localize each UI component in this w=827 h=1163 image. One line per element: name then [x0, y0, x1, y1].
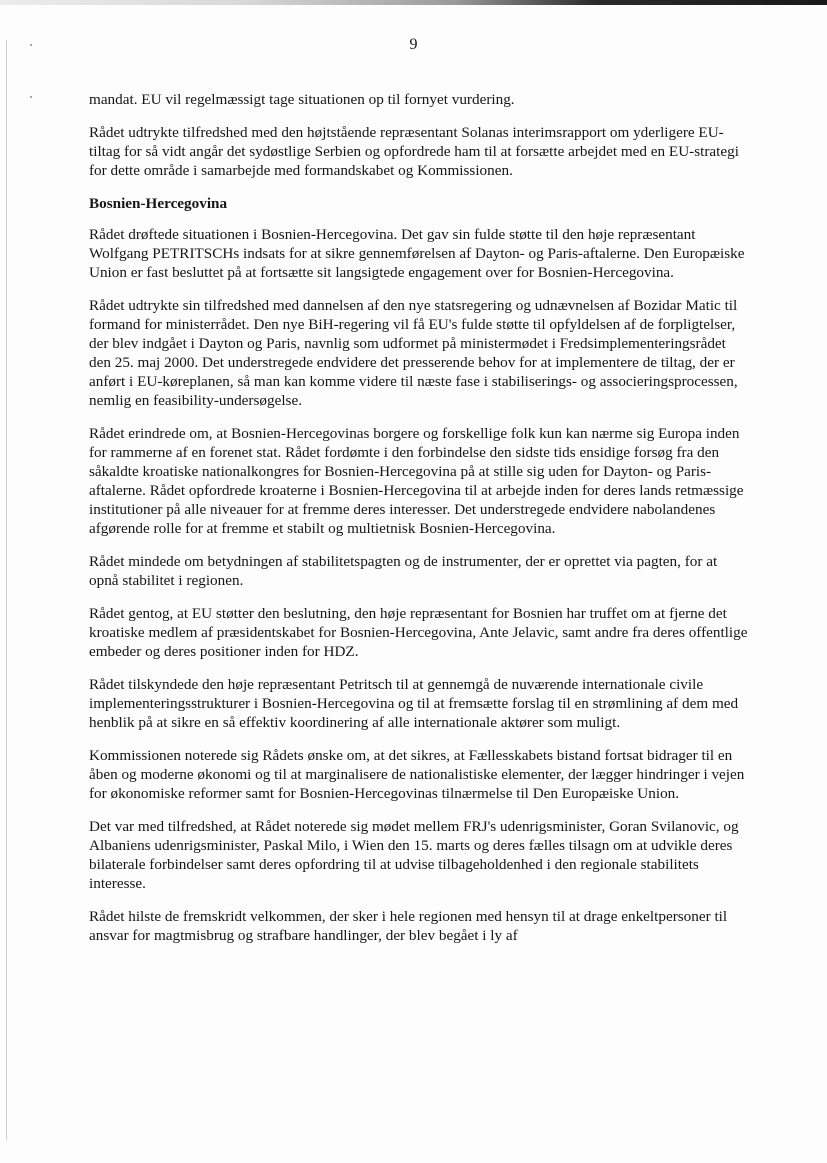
- paragraph: Rådet gentog, at EU støtter den beslutning, den høje repræsentant for Bosnien har truffet om at fjerne det kroatiske medlem af præsidentskabet for Bosnien-Hercegovina, Ante Jelavic, samt andre fra deres offentlige embeder og deres positioner inden for HDZ.: [89, 605, 748, 660]
- paragraph: Rådet hilste de fremskridt velkommen, der sker i hele regionen med hensyn til at drage enkeltpersoner til ansvar for magtmisbrug og strafbare handlinger, der blev begået i ly af: [89, 908, 728, 944]
- paragraph: Rådet tilskyndede den høje repræsentant Petritsch til at gennemgå de nuværende internationale civile implementeringsstrukturer i Bosnien-Hercegovina og til at fremsætte forslag til en strømlining af dem med henblik på at sikre en så effektiv koordinering af alle internationale aktører som muligt.: [89, 676, 739, 731]
- page-number: 9: [409, 36, 418, 53]
- scan-left-edge: [6, 40, 7, 1140]
- scan-top-band: [0, 0, 827, 5]
- paragraph: Rådet udtrykte tilfredshed med den højtstående repræsentant Solanas interimsrapport om yderligere EU-tiltag for så vidt angår det sydøstlige Serbien og opfordrede ham til at forsætte arbejdet med en EU-strategi for dette område i samarbejde med formandskabet og Kommissionen.: [89, 124, 739, 179]
- paragraph: Rådet drøftede situationen i Bosnien-Hercegovina. Det gav sin fulde støtte til den høje repræsentant Wolfgang PETRITSCHs indsats for at sikre gennemførelsen af Dayton- og Paris-aftalerne. Den Europæiske Union er fast besluttet på at fortsætte sit langsigtede engagement over for Bosnien-Hercegovina.: [89, 226, 745, 281]
- paragraph: Det var med tilfredshed, at Rådet noterede sig mødet mellem FRJ's udenrigsminister, Goran Svilanovic, og Albaniens udenrigsminister, Paskal Milo, i Wien den 15. marts og deres fælles tilsagn om at udvikle deres bilaterale forbindelser samt deres opfordring til at udvise tilbageholdenhed i den regionale stabilitets interesse.: [89, 818, 739, 892]
- paragraph: Rådet mindede om betydningen af stabilitetspagten og de instrumenter, der er oprettet via pagten, for at opnå stabilitet i regionen.: [89, 553, 718, 589]
- paragraph: mandat. EU vil regelmæssigt tage situationen op til fornyet vurdering.: [89, 91, 515, 108]
- scan-speck: [30, 96, 32, 98]
- document-body: [89, 90, 749, 959]
- paragraph: Rådet erindrede om, at Bosnien-Hercegovinas borgere og forskellige folk kun kan nærme sig Europa inden for rammerne af en forenet stat. Rådet fordømte i den forbindelse den sidste tids ensidige forsøg fra den såkaldte kroatiske nationalkongres for Bosnien-Hercegovina på at stille sig uden for Dayton- og Paris-aftalerne. Rådet opfordrede kroaterne i Bosnien-Hercegovina til at arbejde inden for deres lands retmæssige institutioner på alle niveauer for at fremme deres interesser. Det understregede endvidere nabolandenes afgørende rolle for at fremme et stabilt og multietnisk Bosnien-Hercegovina.: [89, 425, 744, 537]
- paragraph: Kommissionen noterede sig Rådets ønske om, at det sikres, at Fællesskabets bistand fortsat bidrager til en åben og moderne økonomi og til at marginalisere de nationalistiske elementer, der lægger hindringer i vejen for økonomiske reformer samt for Bosnien-Hercegovinas tilnærmelse til Den Europæiske Union.: [89, 747, 745, 802]
- paragraph: Rådet udtrykte sin tilfredshed med dannelsen af den nye statsregering og udnævnelsen af Bozidar Matic til formand for ministerrådet. Den nye BiH-regering vil få EU's fulde støtte til opfyldelsen af de forpligtelser, der blev indgået i Dayton og Paris, navnlig som udformet på ministermødet i Fredsimplementeringsrådet den 25. maj 2000. Det understregede endvidere det presserende behov for at implementere de tiltag, der er anført i EU-køreplanen, så man kan komme videre til næste fase i stabiliserings- og associeringsprocessen, nemlig en feasibility-undersøgelse.: [89, 297, 738, 409]
- section-heading: Bosnien-Hercegovina: [89, 195, 228, 212]
